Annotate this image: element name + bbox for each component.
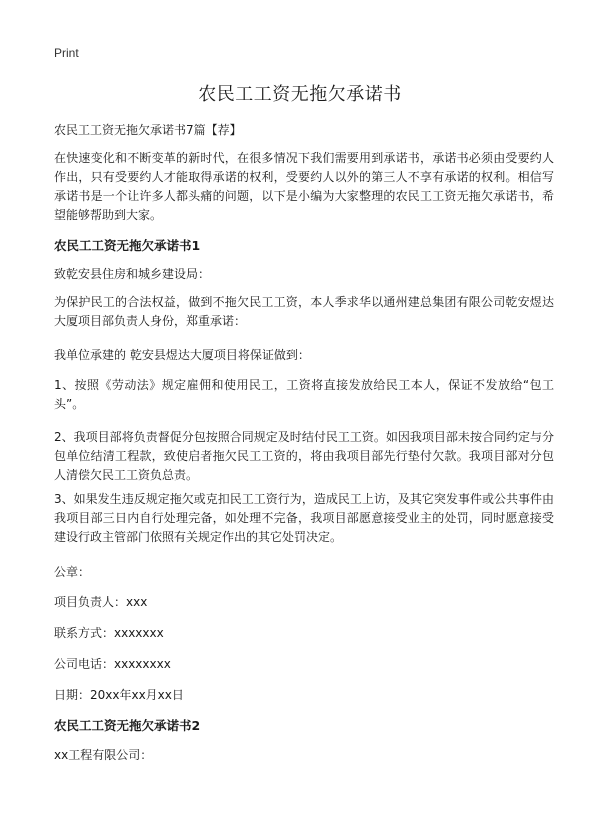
commitment-item-2: 2、我项目部将负责督促分包按照合同规定及时结付民工工资。如因我项目部未按合同约定与分包单位结清工程款，致使启者拖欠民工工资的，将由我项目部先行垫付欠款。我项目部对分包人清偿欠民工工资负总责。 [54, 430, 554, 482]
intro-paragraph: 在快速变化和不断变革的新时代，在很多情况下我们需要用到承诺书，承诺书必须由受要约人作出，只有受要约人才能取得承诺的权利，受要约人以外的第三人不享有承诺的权利。相信写承诺书是一个让许多人都头痛的问题，以下是小编为大家整理的农民工工资无拖欠承诺书，希望能够帮助到大家。 [54, 151, 554, 222]
contact-line: 联系方式：xxxxxxx [54, 626, 164, 640]
addressee-1: 致乾安县住房和城乡建设局： [54, 267, 211, 281]
commitment-item-1: 1、按照《劳动法》规定雇佣和使用民工，工资将直接发放给民工本人，保证不发放给“包工头”。 [54, 378, 554, 411]
page-title: 农民工工资无拖欠承诺书 [198, 84, 402, 105]
print-link[interactable]: Print [54, 46, 79, 60]
document-subtitle: 农民工工资无拖欠承诺书7篇【荐】 [54, 123, 242, 137]
section-heading-1: 农民工工资无拖欠承诺书1 [54, 238, 201, 253]
manager-line: 项目负责人：xxx [54, 595, 148, 609]
phone-line: 公司电话：xxxxxxxx [54, 657, 171, 671]
commitment-item-3: 3、如果发生违反规定拖欠或克扣民工工资行为，造成民工上访，及其它突发事件或公共事件由我项目部三日内自行处理完备，如处理不完备，我项目部愿意接受业主的处罚，同时愿意接受建设行政主管部门依照有关规定作出的其它处罚决定。 [54, 492, 554, 544]
addressee-2: xx工程有限公司： [54, 748, 153, 762]
seal-line: 公章： [54, 565, 91, 579]
date-line: 日期：20xx年xx月xx日 [54, 688, 184, 702]
pledge-paragraph: 为保护民工的合法权益，做到不拖欠民工工资，本人季求华以通州建总集团有限公司乾安煜达大厦项目部负责人身份，郑重承诺： [54, 295, 554, 328]
section-heading-2: 农民工工资无拖欠承诺书2 [54, 718, 201, 733]
commitment-intro: 我单位承建的 乾安县煜达大厦项目将保证做到： [54, 348, 310, 362]
